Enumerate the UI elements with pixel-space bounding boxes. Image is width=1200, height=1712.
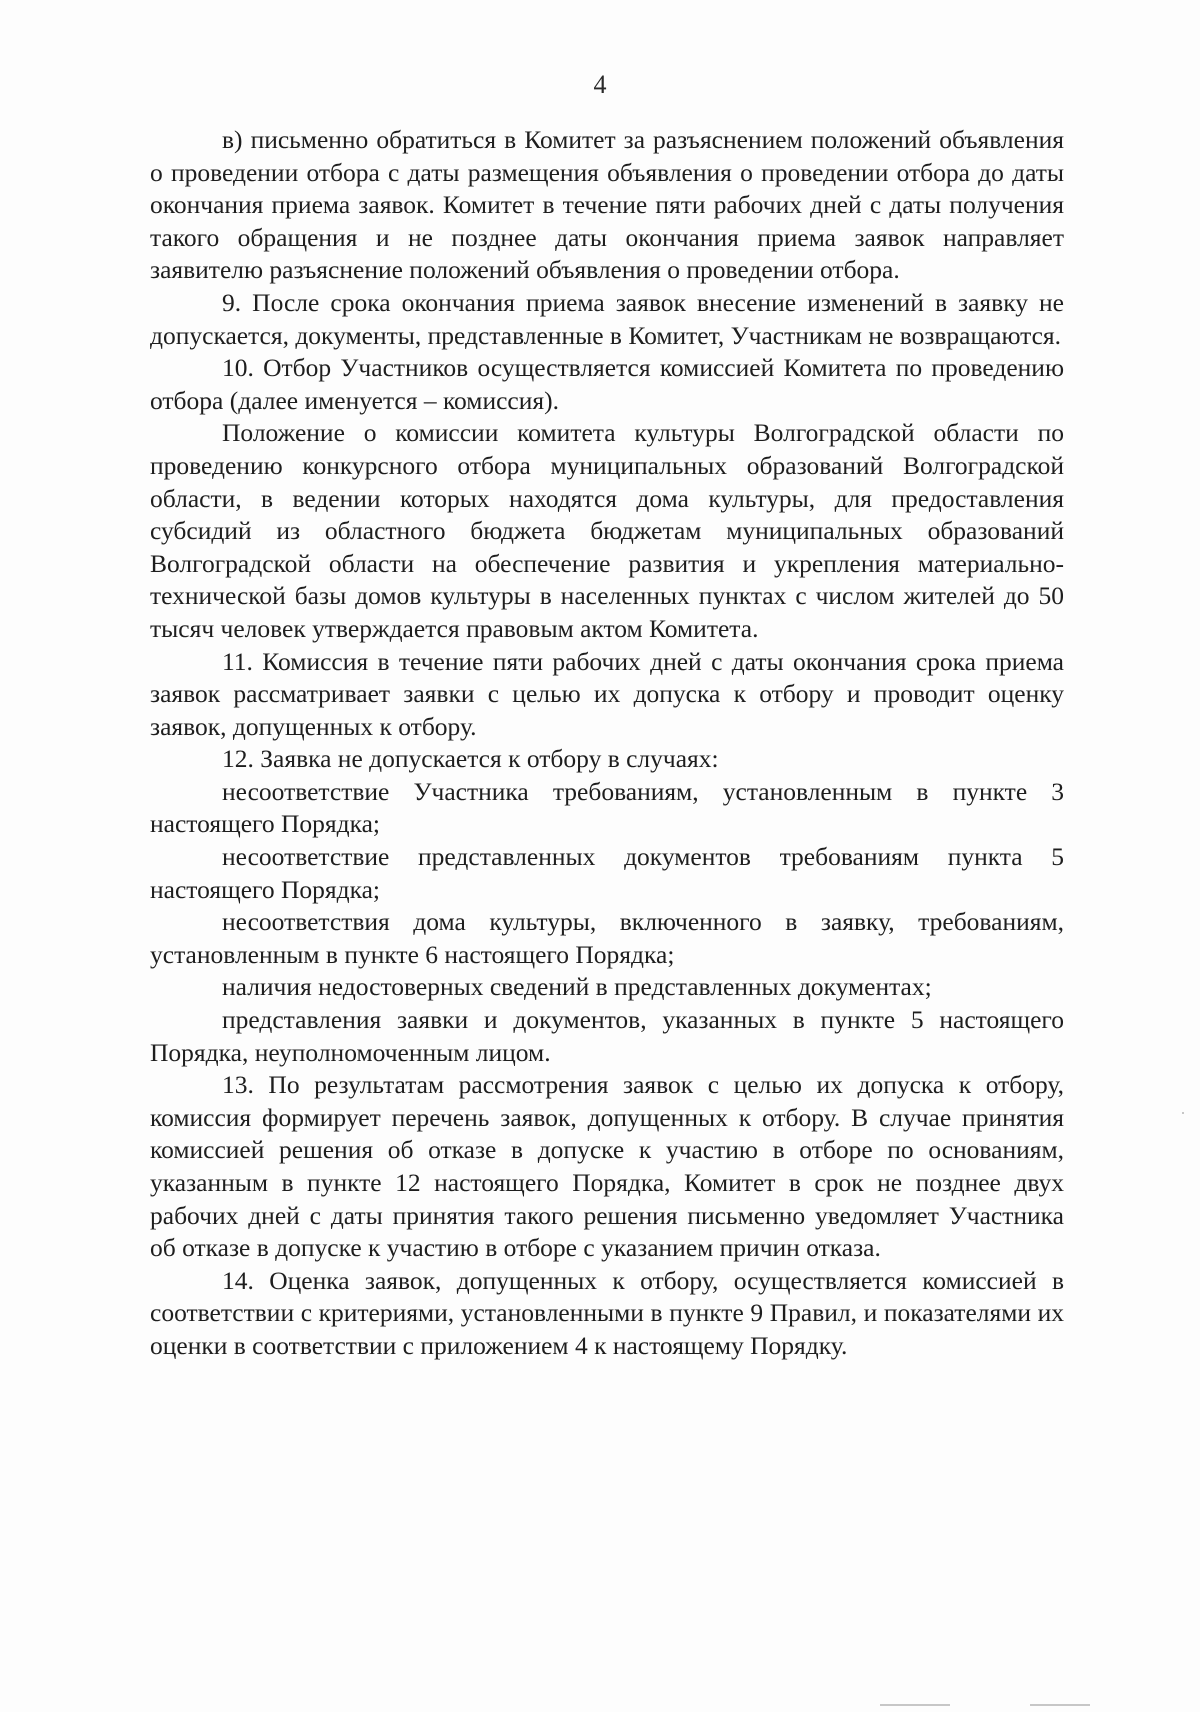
page-number: 4 [593, 70, 607, 99]
scan-artifact [880, 1704, 950, 1706]
paragraph-9: 9. После срока окончания приема заявок внесение изменений в заявку не допускается, документы, представленные в Комитет, Участникам не возвращаются. [150, 287, 1064, 350]
document-body [150, 124, 1064, 1363]
scan-artifact [1182, 1112, 1184, 1114]
paragraph-12-item-1: несоответствие Участника требованиям, установленным в пункте 3 настоящего Порядка; [150, 776, 1064, 839]
scan-artifact [1030, 1704, 1090, 1706]
paragraph-8v: в) письменно обратиться в Комитет за разъяснением положений объявления о проведении отбора с даты размещения объявления о проведении отбора до даты окончания приема заявок. Комитет в течение пяти рабочих дней с даты получения такого обращения и не позднее даты окончания приема заявок направляет заявителю разъяснение положений объявления о проведении отбора. [150, 125, 1064, 285]
paragraph-12: 12. Заявка не допускается к отбору в случаях: [222, 744, 719, 774]
paragraph-commission-regulation: Положение о комиссии комитета культуры Волгоградской области по проведению конкурсного отбора муниципальных образований Волгоградской области, в ведении которых находятся дома культуры, для предоставления субсидий из областного бюджета бюджетам муниципальных образований Волгоградской области на обеспечение развития и укрепления материально-технической базы домов культуры в населенных пунктах с числом жителей до 50 тысяч человек утверждается правовым актом Комитета. [150, 418, 1064, 643]
paragraph-11: 11. Комиссия в течение пяти рабочих дней с даты окончания срока приема заявок рассматривает заявки с целью их допуска к отбору и проводит оценку заявок, допущенных к отбору. [150, 646, 1064, 741]
paragraph-10: 10. Отбор Участников осуществляется комиссией Комитета по проведению отбора (далее именуется – комиссия). [150, 353, 1064, 415]
paragraph-12-item-3: несоответствия дома культуры, включенного в заявку, требованиям, установленным в пункте 6 настоящего Порядка; [150, 907, 1064, 969]
paragraph-14: 14. Оценка заявок, допущенных к отбору, осуществляется комиссией в соответствии с критериями, установленными в пункте 9 Правил, и показателями их оценки в соответствии с приложением 4 к настоящему Порядку. [150, 1265, 1064, 1360]
paragraph-12-item-5: представления заявки и документов, указанных в пункте 5 настоящего Порядка, неуполномоченным лицом. [150, 1005, 1064, 1067]
paragraph-12-item-2: несоответствие представленных документов требованиям пункта 5 настоящего Порядка; [150, 842, 1064, 904]
paragraph-13: 13. По результатам рассмотрения заявок с целью их допуска к отбору, комиссия формирует перечень заявок, допущенных к отбору. В случае принятия комиссией решения об отказе в допуске к участию в отборе по основаниям, указанным в пункте 12 настоящего Порядка, Комитет в срок не позднее двух рабочих дней с даты принятия такого решения письменно уведомляет Участника об отказе в допуске к участию в отборе с указанием причин отказа. [150, 1070, 1064, 1263]
paragraph-12-item-4: наличия недостоверных сведений в представленных документах; [222, 972, 932, 1002]
